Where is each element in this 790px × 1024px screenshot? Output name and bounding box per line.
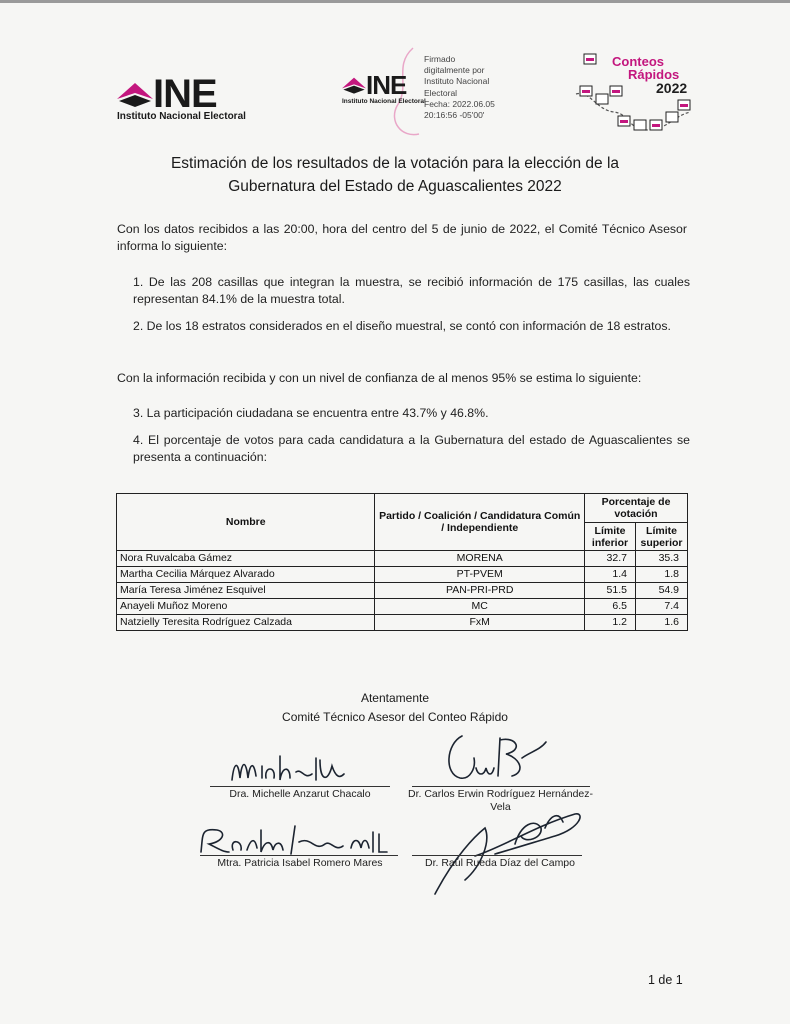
party-cell: MC bbox=[375, 599, 585, 615]
column-header-upper: Límite superior bbox=[635, 523, 687, 551]
candidate-name: María Teresa Jiménez Esquivel bbox=[117, 583, 375, 599]
table-row bbox=[117, 615, 688, 631]
ine-diamond-icon bbox=[117, 79, 153, 109]
lower-limit-cell: 1.4 bbox=[585, 567, 636, 583]
ine-subtitle: Instituto Nacional Electoral bbox=[117, 111, 246, 122]
column-header-lower: Límite inferior bbox=[585, 523, 636, 551]
conteos-title: Conteos bbox=[612, 54, 664, 69]
upper-limit-cell: 54.9 bbox=[635, 583, 687, 599]
table-row bbox=[117, 583, 688, 599]
title-line: Estimación de los resultados de la votación para la elección de la bbox=[170, 155, 620, 172]
ine-wordmark: INE bbox=[153, 72, 217, 116]
signature-michelle-icon bbox=[228, 752, 348, 786]
signatory-name: Dr. Raúl Rueda Díaz del Campo bbox=[425, 857, 575, 869]
digital-signature-line: 20:16:56 -05'00' bbox=[424, 110, 485, 121]
results-table bbox=[116, 493, 688, 631]
signature-raul-icon bbox=[425, 806, 590, 898]
confidence-paragraph: Con la información recibida y con un nivel de confianza de al menos 95% se estima lo siguiente: bbox=[117, 371, 642, 385]
conteos-year: 2022 bbox=[656, 80, 688, 96]
table-row bbox=[117, 567, 688, 583]
conteos-subtitle: Rápidos bbox=[628, 67, 680, 82]
upper-limit-cell: 1.6 bbox=[635, 615, 687, 631]
party-cell: FxM bbox=[375, 615, 585, 631]
list-item: 4. El porcentaje de votos para cada candidatura a la Gubernatura del estado de Aguascalientes se presenta a continuación: bbox=[133, 433, 690, 464]
table-row bbox=[117, 599, 688, 615]
candidate-name: Natzielly Teresita Rodríguez Calzada bbox=[117, 615, 375, 631]
signatory-name: Dra. Michelle Anzarut Chacalo bbox=[229, 788, 371, 800]
upper-limit-cell: 1.8 bbox=[635, 567, 687, 583]
digital-signature-line: Firmado bbox=[424, 54, 456, 64]
signature-line bbox=[200, 855, 398, 856]
upper-limit-cell: 35.3 bbox=[635, 551, 687, 567]
upper-limit-cell: 7.4 bbox=[635, 599, 687, 615]
ine-diamond-icon bbox=[342, 75, 366, 95]
signature-line bbox=[412, 855, 582, 856]
column-header-percent: Porcentaje de votación bbox=[585, 494, 688, 523]
signature-carlos-icon bbox=[440, 728, 550, 786]
lower-limit-cell: 6.5 bbox=[585, 599, 636, 615]
candidate-name: Anayeli Muñoz Moreno bbox=[117, 599, 375, 615]
conteos-rapidos-logo bbox=[570, 50, 695, 140]
signatory-name: Dr. Carlos Erwin Rodríguez Hernández-Vela bbox=[408, 788, 593, 813]
ine-logo-left bbox=[117, 72, 246, 122]
lower-limit-cell: 51.5 bbox=[585, 583, 636, 599]
digital-signature-block bbox=[424, 54, 534, 121]
signature-line bbox=[210, 786, 390, 787]
signature-line bbox=[412, 786, 590, 787]
closing-committee: Comité Técnico Asesor del Conteo Rápido bbox=[282, 710, 508, 724]
digital-signature-line: digitalmente por bbox=[424, 65, 485, 76]
list-item: 3. La participación ciudadana se encuentra entre 43.7% y 46.8%. bbox=[133, 406, 489, 420]
page-number: 1 de 1 bbox=[648, 973, 683, 987]
ine-wordmark: INE bbox=[366, 70, 407, 100]
title-line: Gubernatura del Estado de Aguascalientes 2022 bbox=[228, 178, 562, 195]
ine-logo-center bbox=[342, 72, 426, 105]
party-cell: PT-PVEM bbox=[375, 567, 585, 583]
digital-signature-line: Instituto Nacional bbox=[424, 76, 490, 87]
lower-limit-cell: 32.7 bbox=[585, 551, 636, 567]
digital-signature-line: Electoral bbox=[424, 87, 458, 98]
ine-subtitle: Instituto Nacional Electoral bbox=[342, 98, 426, 105]
column-header-name: Nombre bbox=[117, 494, 375, 551]
column-header-party: Partido / Coalición / Candidatura Común / Independiente bbox=[375, 494, 585, 551]
document-title bbox=[100, 152, 690, 198]
signature-patricia-icon bbox=[195, 822, 395, 858]
list-item: 2. De los 18 estratos considerados en el diseño muestral, se contó con información de 18 estratos. bbox=[133, 319, 671, 333]
intro-paragraph: Con los datos recibidos a las 20:00, hora del centro del 5 de junio de 2022, el Comité Técnico Asesor informa lo siguiente: bbox=[117, 222, 687, 253]
digital-signature-line: Fecha: 2022.06.05 bbox=[424, 98, 495, 109]
closing-salutation: Atentamente bbox=[360, 691, 430, 705]
candidate-name: Martha Cecilia Márquez Alvarado bbox=[117, 567, 375, 583]
candidate-name: Nora Ruvalcaba Gámez bbox=[117, 551, 375, 567]
signatory-name: Mtra. Patricia Isabel Romero Mares bbox=[217, 857, 383, 869]
lower-limit-cell: 1.2 bbox=[585, 615, 636, 631]
table-row bbox=[117, 551, 688, 567]
party-cell: PAN-PRI-PRD bbox=[375, 583, 585, 599]
party-cell: MORENA bbox=[375, 551, 585, 567]
list-item: 1. De las 208 casillas que integran la muestra, se recibió información de 175 casillas, las cuales representan 84.1% de la muestra total. bbox=[133, 275, 690, 306]
scan-top-edge bbox=[0, 0, 790, 3]
